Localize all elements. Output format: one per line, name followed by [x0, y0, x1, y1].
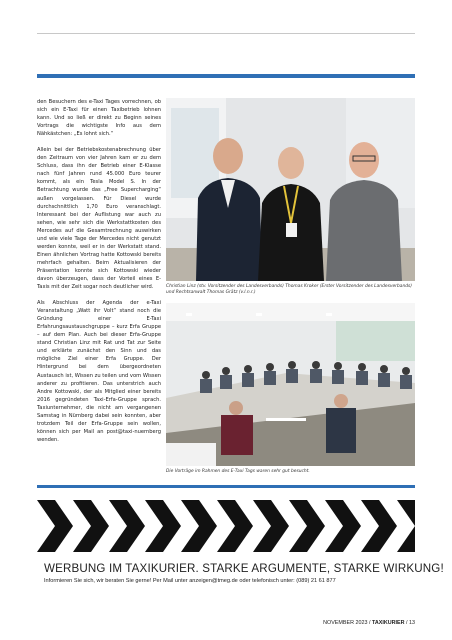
photo-caption-2: Die Vorträge im Rahmen des E-Taxi Tags waren sehr gut besucht.	[166, 469, 310, 474]
footer-issue: NOVEMBER 2023 /	[323, 620, 372, 626]
photo-audience-illustration	[166, 303, 415, 466]
article-paragraph-2: Allein bei der Betriebskostenabrechnung über den Zeitraum von vier Jahren kam er zu dem Schluss, dass ihn der Betrieb einer E-Klasse nach fünf Jahren rund 45.000 Euro teurer kommt, als ein Tesla Model S. In der Betrachtung wurde das „Free Supercharging“ außen vorgelassen. Für Diesel wurde durchschnittlich 1,70 Euro veranschlagt. Interessant bei der Auflistung war auch zu sehen, wie sehr sich die Werkstattkosten des Mercedes auf die Gesamtrechnung auswirken und wie viele Tage der Mercedes nicht genutzt werden konnte, weil er in der Werkstatt stand. Einen ähnlichen Vortrag hatte Kottowski bereits mehrfach gehalten. Beim Aktualisieren der Präsentation konnte sich Kottowski wieder davon überzeugen, dass der Vorteil eines E-Taxis mit der Zeit sogar noch deutlicher wird.	[37, 147, 161, 291]
photo-audience	[166, 303, 415, 466]
accent-bar-top	[37, 74, 415, 78]
ad-contact-line: Informieren Sie sich, wir beraten Sie gerne! Per Mail unter anzeigen@tmeg.de oder telefonisch unter: (089) 21 61 877	[44, 578, 336, 584]
photo-three-men	[166, 98, 415, 281]
top-divider	[37, 33, 415, 34]
article-column	[37, 98, 161, 452]
footer-magazine: TAXIKURIER	[371, 620, 405, 626]
photo-three-men-illustration	[166, 98, 415, 281]
photo-caption-1: Christian Linz (stv. Vorsitzender des Landesverbands) Thomas Kroker (Erster Vorsitzender des Landesverbands) und Rechtsanwalt Thomas Grätz (v.l.n.r.)	[166, 284, 413, 296]
ad-accent-bar	[37, 485, 415, 488]
ad-chevron-banner	[37, 500, 415, 552]
article-paragraph-1: den Besuchern des e-Taxi Tages vorrechnen, ob sich ein E-Taxi für einen Taxibetrieb lohnen kann. Und so ließ er direkt zu Beginn seines Vortrags die wichtigste Info aus dem Nähkästchen: „Es lohnt sich.“	[37, 99, 161, 138]
ad-headline: WERBUNG IM TAXIKURIER. STARKE ARGUMENTE, STARKE WIRKUNG!	[44, 562, 444, 575]
footer-page-number: / 13	[404, 620, 415, 626]
article-paragraph-3: Als Abschluss der Agenda der e-Taxi Veranstaltung „Watt ihr Volt“ stand noch die Gründung einer E-Taxi Erfahrungsaustauschgruppe – kurz Erfa Gruppe – auf dem Plan. Auch bei dieser Erfa-Gruppe stand Christian Linz mit Rat und Tat zur Seite und erklärte zunächst den Sinn und das mögliche Ziel einer Erfa Gruppe. Der Hintergrund bei dem übergeordneten Austausch ist, Wissen zu teilen und vom Wissen anderer zu profitieren. Das unterstrich auch Andre Kottowski, der als Mitglied einer bereits 2016 gegründeten Taxi-Erfa-Gruppe sprach. Taxiunternehmer, die nicht am vergangenen Samstag in Nürnberg dabei sein konnten, aber trotzdem Teil der Erfa-Gruppe sein wollen, können sich per Mail an post@taxi-nuernberg wenden.	[37, 300, 161, 443]
page-footer	[323, 620, 415, 626]
chevron-pattern-graphic	[37, 500, 415, 552]
